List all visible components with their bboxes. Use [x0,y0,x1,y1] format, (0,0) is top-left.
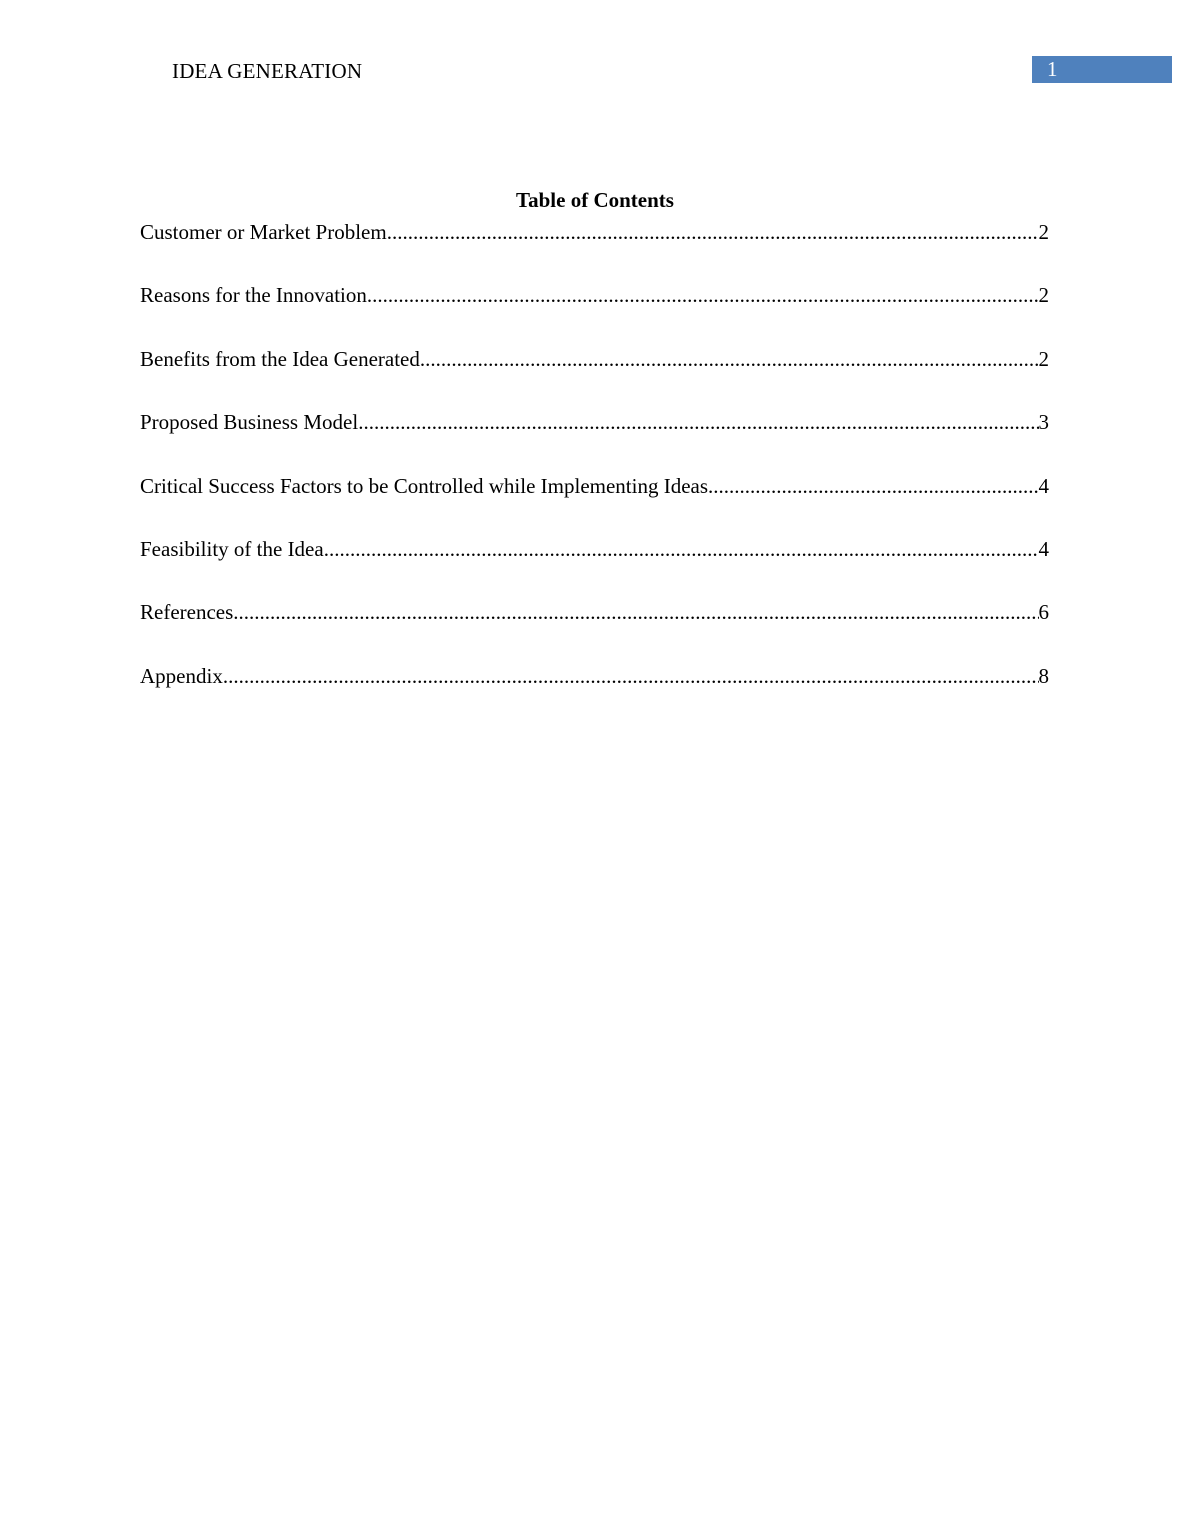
toc-entry-page: 2 [1038,283,1049,308]
toc-entry-title: Critical Success Factors to be Controlled while Implementing Ideas [140,473,709,498]
toc-dot-leader [420,345,1039,373]
toc-entry-feasibility-of-the-idea[interactable] [140,535,1049,598]
toc-entry-title: Customer or Market Problem [140,220,387,244]
toc-entry-benefits-from-the-idea-generated[interactable] [140,345,1049,408]
toc-dot-leader [324,535,1039,563]
table-of-contents [140,218,1049,725]
toc-entry-title: Feasibility of the Idea [140,536,324,561]
toc-entry-customer-or-market-problem[interactable] [140,218,1049,281]
toc-entry-critical-success-factors[interactable] [140,472,1049,535]
running-head: IDEA GENERATION [172,59,363,83]
toc-dot-leader [708,472,1038,500]
toc-entry-page: 4 [1038,536,1049,561]
toc-dot-leader [233,598,1038,626]
toc-dot-leader [387,218,1039,246]
toc-title: Table of Contents [516,188,674,212]
toc-entry-page: 2 [1038,220,1049,244]
toc-entry-appendix[interactable] [140,662,1049,725]
toc-entry-page: 4 [1038,473,1049,498]
toc-entry-page: 8 [1038,663,1049,688]
toc-entry-page: 6 [1038,600,1049,625]
toc-entry-title: Appendix [140,663,223,688]
page-number: 1 [1032,56,1172,83]
toc-dot-leader [367,281,1039,309]
toc-entry-page: 3 [1038,410,1049,435]
toc-entry-references[interactable] [140,598,1049,661]
toc-entry-title: References [140,600,234,625]
toc-entry-title: Reasons for the Innovation [140,283,367,308]
toc-entry-reasons-for-the-innovation[interactable] [140,281,1049,344]
toc-entry-proposed-business-model[interactable] [140,408,1049,471]
toc-dot-leader [223,662,1039,690]
toc-entry-title: Proposed Business Model [140,410,359,435]
toc-dot-leader [358,408,1038,436]
toc-entry-page: 2 [1038,346,1049,371]
toc-entry-title: Benefits from the Idea Generated [140,346,420,371]
